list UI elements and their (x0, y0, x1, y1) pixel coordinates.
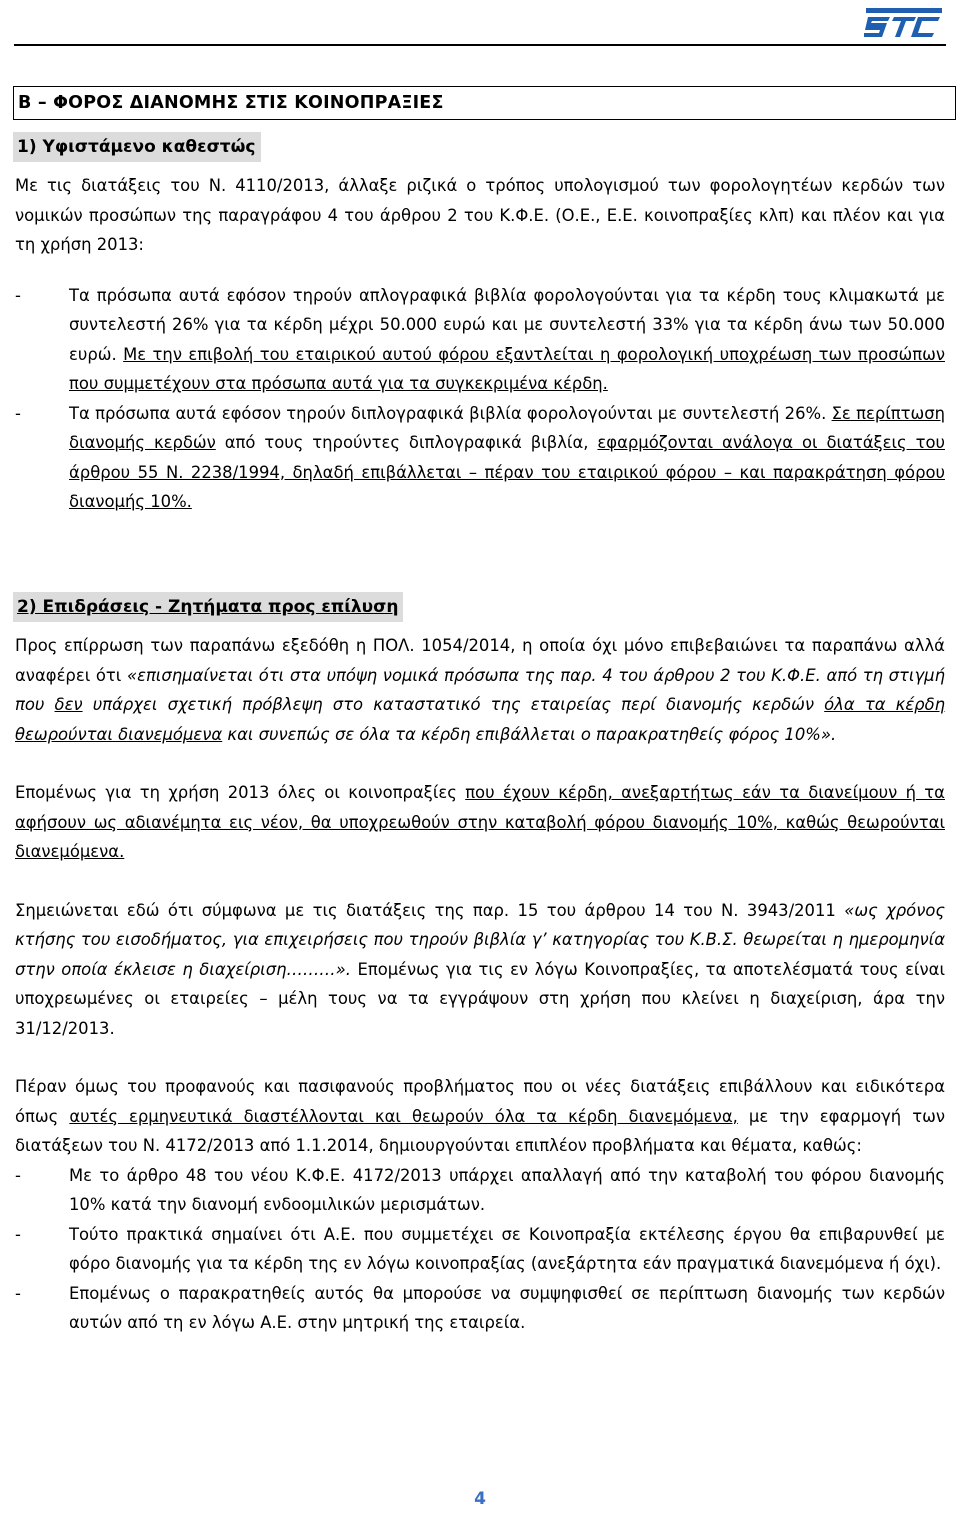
logo-text: SAG (864, 6, 867, 7)
section1-body (15, 171, 945, 517)
section2-body (15, 631, 945, 1338)
fiscal-2013-paragraph: Επομένως για τη χρήση 2013 όλες οι κοινοπραξίες που έχουν κέρδη, ανεξαρτήτως εάν τα διανείμουν ή τα αφήσουν ως αδιανέμητα εις νέον, θα υποχρεωθούν στην καταβολή φόρου διανομής 10%, καθώς θεωρούνται διανεμόμενα. (15, 783, 945, 861)
income-acquisition-paragraph: Σημειώνεται εδώ ότι σύμφωνα με τις διατάξεις της παρ. 15 του άρθρου 14 του Ν. 3943/2011 «ως χρόνος κτήσης του εισοδήματος, για επιχειρήσεις που τηρούν βιβλία γ’ κατηγορίας του Κ.Β.Σ. θεωρείται η ημερομηνία στην οποία έκλεισε η διαχείριση………». Επομένως για τις εν λόγω Κοινοπραξίες, τα αποτελέσματά τους είναι υποχρεωμένες οι εταιρείες – μέλη τους να τα εγγράψουν στη χρήση που κλείνει η διαχείριση, άρα την 31/12/2013. (15, 900, 946, 1038)
intro-paragraph: Με τις διατάξεις του Ν. 4110/2013, άλλαξε ριζικά ο τρόπος υπολογισμού των φορολογητέων κερδών των νομικών προσώπων της παραγράφου 4 του άρθρου 2 του Κ.Φ.Ε. (Ο.Ε., Ε.Ε. κοινοπραξίες κλπ) και πλέον και για τη χρήση 2013: (15, 176, 945, 254)
subheading-effects-issues: 2) Επιδράσεις - Ζητήματα προς επίλυση (13, 592, 403, 622)
problem-bullet: - Τούτο πρακτικά σημαίνει ότι Α.Ε. που συμμετέχει σε Κοινοπραξία εκτέλεσης έργου θα επιβαρυνθεί με φόρο διανομής για τα κέρδη της εν λόγω κοινοπραξίας (ανεξάρτητα εάν πραγματικά διανεμόμενα ή όχι). (15, 1224, 945, 1273)
page-number: 4 (474, 1489, 486, 1509)
bullet-double-entry: - Τα πρόσωπα αυτά εφόσον τηρούν διπλογραφικά βιβλία φορολογούνται με συντελεστή 26%. Σε περίπτωση διανομής κερδών από τους τηρούντες διπλογραφικά βιβλία, εφαρμόζονται ανάλογα οι διατάξεις του άρθρου 55 Ν. 2238/1994, δηλαδή επιβάλλεται – πέραν του εταιρικού φόρου – και παρακράτηση φόρου διανομής 10%. (15, 403, 946, 511)
subheading-current-regime: 1) Υφιστάμενο καθεστώς (13, 132, 261, 162)
section-title: B – ΦΟΡΟΣ ΔΙΑΝΟΜΗΣ ΣΤΙΣ ΚΟΙΝΟΠΡΑΞΙΕΣ (18, 93, 444, 113)
problem-bullet: - Με το άρθρο 48 του νέου Κ.Φ.Ε. 4172/2013 υπάρχει απαλλαγή από την καταβολή του φόρου διανομής 10% κατά την διανομή ενδοομιλικών μερισμάτων. (15, 1165, 945, 1214)
further-problems-paragraph: Πέραν όμως του προφανούς και πασιφανούς προβλήματος που οι νέες διατάξεις επιβάλλουν και ειδικότερα όπως αυτές ερμηνευτικά διαστέλλονται και θεωρούν όλα τα κέρδη διανεμόμενα, με την εφαρμογή των διατάξεων του Ν. 4172/2013 από 1.1.2014, δημιουργούνται επιπλέον προβλήματα και θέματα, καθώς: (15, 1077, 946, 1155)
problem-bullet: - Επομένως ο παρακρατηθείς αυτός θα μπορούσε να συμψηφισθεί σε περίπτωση διανομής των κερδών αυτών από τη εν λόγω Α.Ε. στην μητρική της εταιρεία. (15, 1283, 945, 1332)
bullet-single-entry: - Τα πρόσωπα αυτά εφόσον τηρούν απλογραφικά βιβλία φορολογούνται για τα κέρδη τους κλιμακωτά με συντελεστή 26% για τα κέρδη μέχρι 50.000 ευρώ και με συντελεστή 33% για τα κέρδη άνω των 50.000 ευρώ. Με την επιβολή του εταιρικού αυτού φόρου εξαντλείται η φορολογική υποχρέωση των προσώπων που συμμετέχουν στα πρόσωπα αυτά για τα συγκεκριμένα κέρδη. (15, 285, 945, 393)
pol-1054-paragraph: Προς επίρρωση των παραπάνω εξεδόθη η ΠΟΛ. 1054/2014, η οποία όχι μόνο επιβεβαιώνει τα παραπάνω αλλά αναφέρει ότι «επισημαίνεται ότι στα υπόψη νομικά πρόσωπα της παρ. 4 του άρθρου 2 του Κ.Φ.Ε. από τη στιγμή που δεν υπάρχει σχετική πρόβλεψη στο καταστατικό της εταιρείας περί διανομής κερδών όλα τα κέρδη θεωρούνται διανεμόμενα και συνεπώς σε όλα τα κέρδη επιβάλλεται ο παρακρατηθείς φόρος 10%». (15, 636, 946, 744)
company-logo-icon (864, 6, 944, 40)
header-rule (14, 44, 946, 46)
